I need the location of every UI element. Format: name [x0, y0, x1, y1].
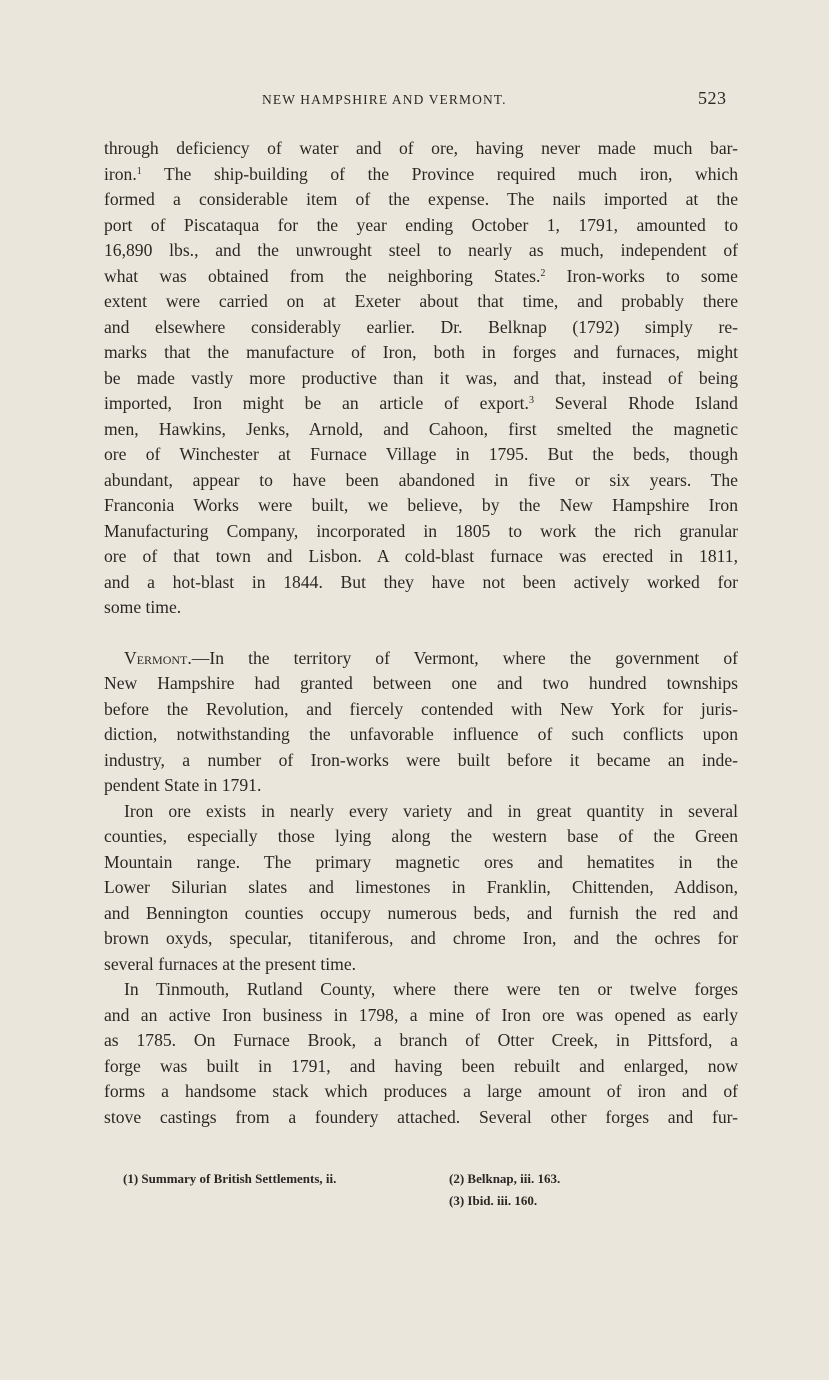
text-line: In Tinmouth, Rutland County, where there were ten or twelve forges	[124, 979, 738, 999]
text-line: Franconia Works were built, we believe, by the New Hampshire Iron	[104, 495, 738, 515]
text-line: Vermont.—In the territory of Vermont, where the government of	[124, 647, 738, 668]
text-line: forge was built in 1791, and having been rebuilt and enlarged, now	[104, 1055, 738, 1076]
text-line: what was obtained from the neighboring States.$^2$ Iron-works to some	[104, 265, 738, 286]
text-line: and Bennington counties occupy numerous beds, and furnish the red and	[104, 902, 738, 923]
running-title: NEW HAMPSHIRE AND VERMONT.	[262, 92, 507, 107]
text-line: port of Piscataqua for the year ending October 1, 1791, amounted to	[104, 214, 738, 235]
text-line: industry, a number of Iron-works were built before it became an inde-	[104, 749, 738, 770]
text-line: Iron ore exists in nearly every variety and in great quantity in several	[124, 800, 738, 821]
text-line: Lower Silurian slates and limestones in Franklin, Chittenden, Addison,	[104, 877, 738, 897]
paragraph-vermont	[104, 646, 738, 799]
footnote-1: (1) Summary of British Settlements, ii.	[123, 1171, 337, 1186]
footnote-ref: 1	[136, 165, 142, 177]
text-line: brown oxyds, specular, titaniferous, and chrome Iron, and the ochres for	[104, 928, 738, 948]
footnote-ref: 3	[528, 395, 534, 406]
text-line: men, Hawkins, Jenks, Arnold, and Cahoon, first smelted the magnetic	[104, 418, 738, 439]
text-line: as 1785. On Furnace Brook, a branch of Otter Creek, in Pittsford, a	[104, 1030, 738, 1050]
body-text	[104, 136, 738, 1130]
text-line: before the Revolution, and fiercely contended with New York for juris-	[104, 698, 738, 719]
text-line: forms a handsome stack which produces a large amount of iron and of	[104, 1081, 738, 1101]
text-line: stove castings from a foundery attached. Several other forges and fur-	[104, 1106, 738, 1127]
paragraph-tinmouth	[104, 977, 738, 1130]
text-line: some time.	[104, 597, 182, 617]
text-line: pendent State in 1791.	[104, 775, 262, 795]
text-line: and a hot-blast in 1844. But they have not been actively worked for	[104, 571, 738, 592]
section-heading-vermont: Vermont.	[124, 647, 192, 668]
footnote-3: (3) Ibid. iii. 160.	[449, 1193, 538, 1208]
text-line: abundant, appear to have been abandoned in five or six years. The	[104, 469, 738, 490]
text-line: and elsewhere considerably earlier. Dr. Belknap (1792) simply re-	[104, 316, 738, 337]
section-gap	[104, 621, 738, 646]
text-line: be made vastly more productive than it was, and that, instead of being	[104, 367, 738, 388]
text-line: marks that the manufacture of Iron, both in forges and furnaces, might	[104, 342, 738, 362]
text-line: counties, especially those lying along the western base of the Green	[104, 826, 738, 846]
running-head	[0, 86, 829, 116]
text-line: ore of that town and Lisbon. A cold-blast furnace was erected in 1811,	[104, 546, 738, 566]
footnote-ref: 2	[540, 267, 546, 279]
text-line: ore of Winchester at Furnace Village in 1795. But the beds, though	[104, 444, 738, 464]
text-line: iron.$^1$ The ship-building of the Province required much iron, which	[104, 163, 738, 184]
text-line: formed a considerable item of the expense. The nails imported at the	[104, 189, 738, 209]
text-line: extent were carried on at Exeter about that time, and probably there	[104, 291, 738, 311]
footnote-2: (2) Belknap, iii. 163.	[449, 1171, 561, 1186]
text-line: and an active Iron business in 1798, a mine of Iron ore was opened as early	[104, 1004, 738, 1025]
text-line: through deficiency of water and of ore, having never made much bar-	[104, 138, 738, 158]
page-number: 523	[698, 88, 727, 108]
text-line: New Hampshire had granted between one and two hundred townships	[104, 673, 738, 693]
paragraph-iron-ore	[104, 799, 738, 978]
text-line: several furnaces at the present time.	[104, 953, 357, 974]
text-line: imported, Iron might be an article of export.$^3$ Several Rhode Island	[104, 393, 738, 413]
paragraph-new-hampshire-iron	[104, 136, 738, 621]
text-line: 16,890 lbs., and the unwrought steel to nearly as much, independent of	[104, 240, 738, 260]
text-line: Mountain range. The primary magnetic ores and hematites in the	[104, 851, 738, 872]
text-line: diction, notwithstanding the unfavorable influence of such conflicts upon	[104, 724, 738, 744]
text-line: Manufacturing Company, incorporated in 1805 to work the rich granular	[104, 520, 738, 541]
